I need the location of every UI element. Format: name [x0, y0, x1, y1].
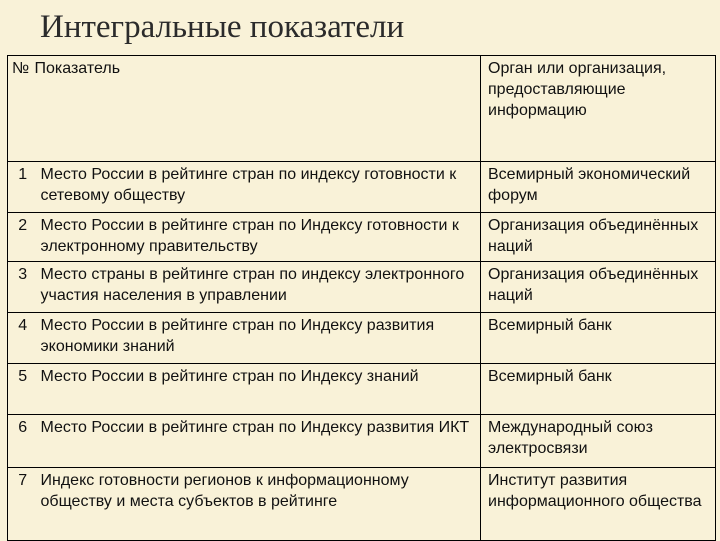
row-number: 1 — [8, 162, 35, 213]
row-number: 6 — [8, 415, 35, 468]
row-indicator: Индекс готовности регионов к информационному обществу и места субъектов в рейтинге — [35, 468, 481, 541]
row-indicator: Место России в рейтинге стран по Индексу готовности к электронному правительству — [35, 213, 481, 262]
row-number: 7 — [8, 468, 35, 541]
row-indicator: Место России в рейтинге стран по Индексу развития ИКТ — [35, 415, 481, 468]
row-organization: Всемирный банк — [481, 313, 716, 364]
row-organization: Организация объединённых наций — [481, 262, 716, 313]
row-indicator: Место России в рейтинге стран по Индексу знаний — [35, 364, 481, 415]
table-row — [8, 468, 716, 541]
row-organization: Всемирный банк — [481, 364, 716, 415]
table-row — [8, 162, 716, 213]
table-row — [8, 262, 716, 313]
header-indicator-cell: Показатель — [35, 56, 481, 162]
page-title: Интегральные показатели — [40, 9, 405, 45]
header-number-cell: № — [8, 56, 35, 162]
table-row — [8, 213, 716, 262]
row-organization: Институт развития информационного общества — [481, 468, 716, 541]
row-indicator: Место России в рейтинге стран по индексу готовности к сетевому обществу — [35, 162, 481, 213]
table-row — [8, 415, 716, 468]
table-row — [8, 313, 716, 364]
row-number: 3 — [8, 262, 35, 313]
header-organization-cell: Орган или организация, предоставляющие информацию — [481, 56, 716, 162]
row-organization: Всемирный экономический форум — [481, 162, 716, 213]
row-indicator: Место России в рейтинге стран по Индексу развития экономики знаний — [35, 313, 481, 364]
table-row — [8, 364, 716, 415]
table-header-row — [8, 56, 716, 162]
indicators-table — [7, 55, 716, 541]
row-indicator: Место страны в рейтинге стран по индексу электронного участия населения в управлении — [35, 262, 481, 313]
row-number: 5 — [8, 364, 35, 415]
row-organization: Международный союз электросвязи — [481, 415, 716, 468]
row-number: 4 — [8, 313, 35, 364]
row-organization: Организация объединённых наций — [481, 213, 716, 262]
row-number: 2 — [8, 213, 35, 262]
